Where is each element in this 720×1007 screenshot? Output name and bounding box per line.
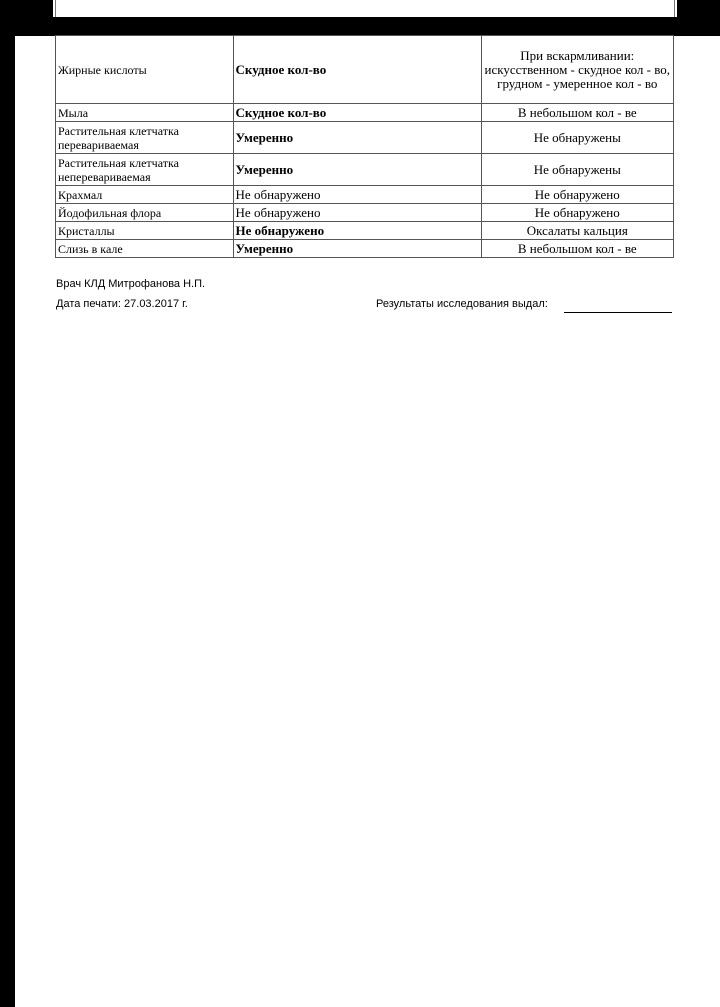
table-row [56, 122, 674, 154]
results-issued-label: Результаты исследования выдал: [376, 298, 548, 310]
parameter-norm: Не обнаружено [481, 204, 673, 222]
parameter-name: Жирные кислоты [56, 36, 234, 104]
parameter-name: Кристаллы [56, 222, 234, 240]
table-row [56, 186, 674, 204]
parameter-name: Йодофильная флора [56, 204, 234, 222]
parameter-result: Не обнаружено [233, 186, 481, 204]
doctor-signature-line: Врач КЛД Митрофанова Н.П. [56, 278, 206, 290]
signature-underline [564, 312, 672, 313]
results-table [55, 35, 674, 258]
parameter-norm: Не обнаружены [481, 154, 673, 186]
parameter-norm: В небольшом кол - ве [481, 240, 673, 258]
parameter-name: Растительная клетчатка неперевариваемая [56, 154, 234, 186]
table-row [56, 104, 674, 122]
parameter-result: Не обнаружено [233, 222, 481, 240]
table-row [56, 240, 674, 258]
parameter-name: Растительная клетчатка перевариваемая [56, 122, 234, 154]
parameter-name: Крахмал [56, 186, 234, 204]
table-row [56, 154, 674, 186]
parameter-name: Слизь в кале [56, 240, 234, 258]
table-row [56, 204, 674, 222]
page-border-right [674, 0, 675, 17]
parameter-result: Скудное кол-во [233, 36, 481, 104]
parameter-result: Умеренно [233, 240, 481, 258]
page-border-left [55, 0, 56, 17]
parameter-norm: Оксалаты кальция [481, 222, 673, 240]
parameter-name: Мыла [56, 104, 234, 122]
table-row [56, 222, 674, 240]
parameter-result: Умеренно [233, 154, 481, 186]
previous-page-fragment [53, 0, 677, 17]
parameter-norm: При вскармливании: искусственном - скудное кол - во, грудном - умеренное кол - во [481, 36, 673, 104]
print-date: Дата печати: 27.03.2017 г. [56, 298, 188, 310]
parameter-result: Умеренно [233, 122, 481, 154]
parameter-result: Скудное кол-во [233, 104, 481, 122]
parameter-norm: Не обнаружено [481, 186, 673, 204]
table-row [56, 36, 674, 104]
parameter-norm: Не обнаружены [481, 122, 673, 154]
parameter-result: Не обнаружено [233, 204, 481, 222]
parameter-norm: В небольшом кол - ве [481, 104, 673, 122]
document-page [15, 36, 720, 1007]
